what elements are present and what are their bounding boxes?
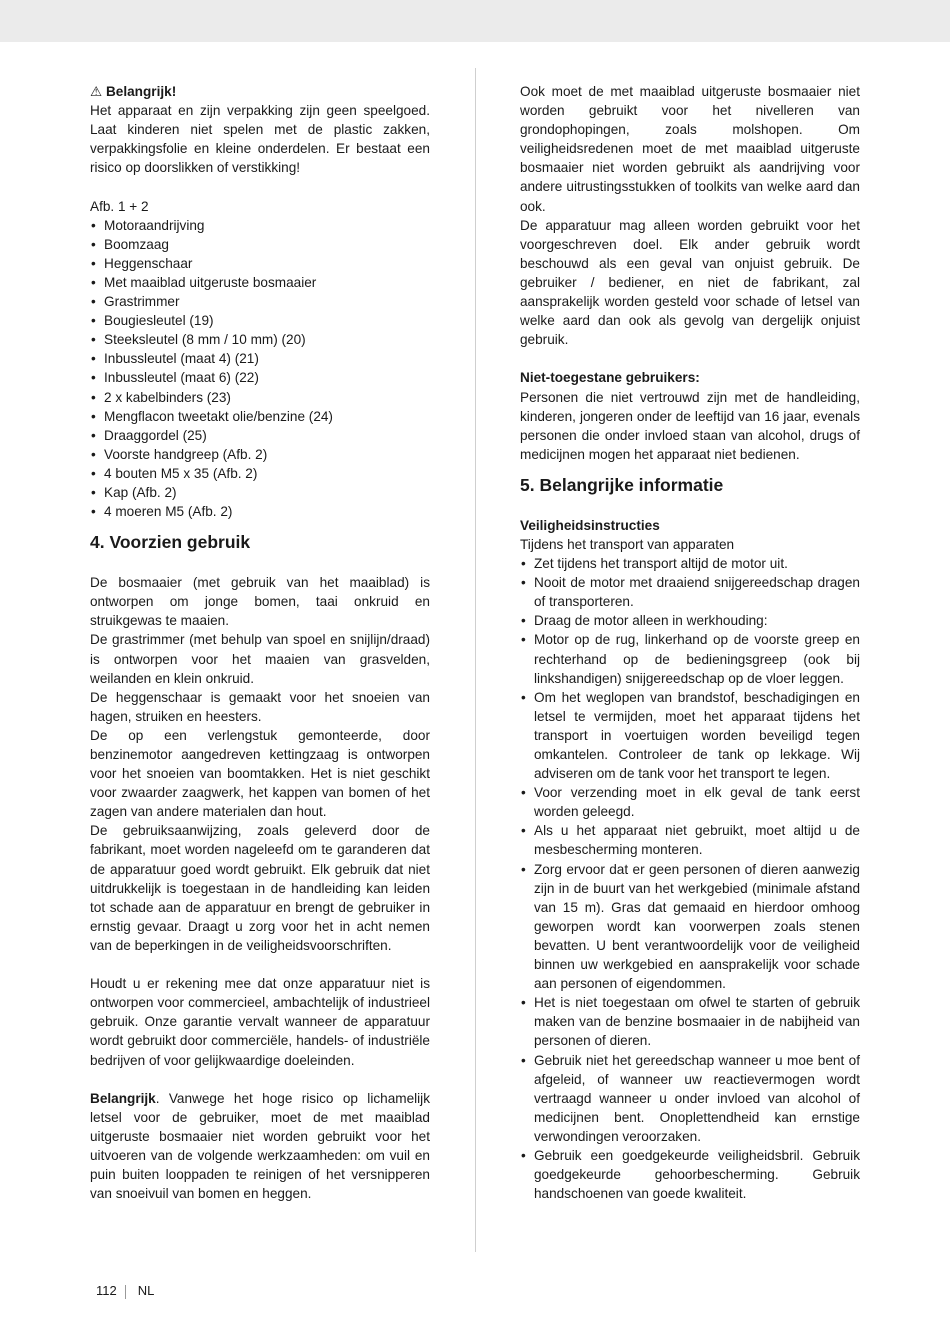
section-4-heading: 4. Voorzien gebruik (90, 532, 251, 553)
list-item: • Gebruik een goedgekeurde veiligheidsbril. Gebruik goedgekeurde gehoorbescherming. Gebruik handschoenen van goede kwaliteit. (520, 1146, 860, 1203)
paragraph: De gebruiksaanwijzing, zoals geleverd door de fabrikant, moet worden nageleefd om te garanderen dat de apparatuur goed wordt gebruikt. Elk gebruik dat niet uitdrukkelijk is toegestaan in de handleiding kan leiden tot schade aan de apparatuur en brengt de gebruiker in ernstig gevaar. Draagt u zorg voor het in acht nemen van de beperkingen in de veiligheidsvoorschriften. (90, 823, 430, 953)
list-item: • Inbussleutel (maat 4) (21) (90, 349, 430, 368)
paragraph: Houdt u er rekening mee dat onze apparatuur niet is ontworpen voor commercieel, ambachtelijk of industrieel gebruik. Onze garantie vervalt wanneer de apparatuur wordt gebruikt door commerciële, handels- of industriële bedrijven of voor gelijkwaardige doeleinden. (90, 976, 430, 1068)
warning-icon: ⚠ (90, 84, 103, 99)
important-label: Belangrijk (90, 1090, 156, 1106)
list-item: • Het is niet toegestaan om ofwel te starten of gebruik maken van de benzine bosmaaier in de nabijheid van personen of dieren. (520, 993, 860, 1050)
language-code: NL (137, 1283, 155, 1298)
page-number: 112 (96, 1283, 117, 1298)
warning-text: Het apparaat en zijn verpakking zijn geen speelgoed. Laat kinderen niet spelen met de plastic zakken, verpakkingsfolie en kleine onderdelen. Er bestaat een risico op doorslikken of verstikking! (90, 103, 430, 176)
figure-label: Afb. 1 + 2 (90, 198, 149, 214)
paragraph: Personen die niet vertrouwd zijn met de handleiding, kinderen, jongeren onder de leeftijd van 16 jaar, evenals personen die onder invloed staan van alcohol, drugs of medicijnen mogen het apparaat niet bedienen. (520, 389, 860, 462)
right-column (520, 82, 860, 1203)
transport-intro: Tijdens het transport van apparaten (520, 536, 735, 552)
safety-instructions-heading: Veiligheidsinstructies (520, 517, 660, 533)
list-item: • 4 moeren M5 (Afb. 2) (90, 502, 430, 521)
list-item: • Grastrimmer (90, 292, 430, 311)
list-item: • Nooit de motor met draaiend snijgereedschap dragen of transporteren. (520, 573, 860, 611)
parts-list (90, 216, 430, 522)
top-bar (0, 0, 950, 42)
list-item: • Heggenschaar (90, 254, 430, 273)
list-item: • Voorste handgreep (Afb. 2) (90, 445, 430, 464)
paragraph: De op een verlengstuk gemonteerde, door benzinemotor aangedreven kettingzaag is ontworpen voor het snoeien van boomtakken. Het is niet geschikt voor zwaarder zaagwerk, het kappen van bomen of het zagen van andere materialen dan hout. (90, 727, 430, 820)
list-item: • Als u het apparaat niet gebruikt, moet altijd u de mesbescherming monteren. (520, 821, 860, 859)
list-item: • Voor verzending moet in elk geval de tank eerst worden geleegd. (520, 783, 860, 821)
paragraph: De grastrimmer (met behulp van spoel en snijlijn/draad) is ontworpen voor het maaien van grasvelden, weilanden en klein onkruid. (90, 632, 430, 686)
list-item: • Om het weglopen van brandstof, beschadigingen en letsel te vermijden, moet het apparaat tijdens het transport in voertuigen worden beveiligd tegen omkantelen. Controleer de tank op lekkage. Wij adviseren om de tank voor het transport te legen. (520, 688, 860, 783)
left-column (90, 82, 430, 1203)
list-item: • 4 bouten M5 x 35 (Afb. 2) (90, 464, 430, 483)
list-item: • Bougiesleutel (19) (90, 311, 430, 330)
paragraph: De heggenschaar is gemaakt voor het snoeien van hagen, struiken en heesters. (90, 689, 430, 724)
list-item: • Met maaiblad uitgeruste bosmaaier (90, 273, 430, 292)
list-item: • Draag de motor alleen in werkhouding: (520, 611, 860, 630)
section-5-heading: 5. Belangrijke informatie (520, 474, 724, 495)
paragraph: De bosmaaier (met gebruik van het maaiblad) is ontworpen om jonge bomen, taai onkruid en struikgewas te maaien. (90, 575, 430, 629)
list-item: • Motor op de rug, linkerhand op de voorste greep en rechterhand op de bedieningsgreep (ook bij linkshandigen) snijgereedschap op de vloer leggen. (520, 630, 860, 687)
unauthorized-users-heading: Niet-toegestane gebruikers: (520, 370, 700, 386)
footer-separator (125, 1285, 126, 1299)
page-footer (96, 1283, 154, 1299)
list-item: • 2 x kabelbinders (23) (90, 388, 430, 407)
important-text: . Vanwege het hoge risico op lichamelijk letsel voor de gebruiker, moet de met maaiblad uitgeruste bosmaaier niet worden gebruikt voor het uitvoeren van de volgende werkzaamheden: om vuil en puin buiten looppaden te reinigen of het versnipperen van snoeivuil van bomen en heggen. (90, 1090, 430, 1202)
list-item: • Gebruik niet het gereedschap wanneer u moe bent of afgeleid, of wanneer uw reactievermogen wordt vertraagd wanneer u onder invloed van alcohol of medicijnen bent. Onoplettendheid kan ernstige verwondingen veroorzaken. (520, 1051, 860, 1146)
list-item: • Zet tijdens het transport altijd de motor uit. (520, 554, 860, 573)
list-item: • Draaggordel (25) (90, 426, 430, 445)
paragraph (90, 1089, 430, 1204)
column-divider (475, 68, 476, 1252)
paragraph: Ook moet de met maaiblad uitgeruste bosmaaier niet worden gebruikt voor het nivelleren van grondophopingen, zoals molshopen. Om veiligheidsredenen moet de met maaiblad uitgeruste bosmaaier niet worden gebruikt als aandrijving voor andere uitrustingsstukken of toolkits van welke aard dan ook. (520, 84, 860, 214)
warning-heading (90, 82, 430, 101)
list-item: • Zorg ervoor dat er geen personen of dieren aanwezig zijn in de buurt van het werkgebied (minimale afstand van 15 m). Gras dat gemaaid en hierdoor omhoog geworpen wordt kan voorwerpen zoals stenen bevatten. U bent verantwoordelijk voor de veiligheid binnen uw werkgebied en aansprakelijk voor schade aan personen of eigendommen. (520, 860, 860, 994)
list-item: • Mengflacon tweetakt olie/benzine (24) (90, 407, 430, 426)
list-item: • Motoraandrijving (90, 216, 430, 235)
warning-title: Belangrijk! (105, 84, 177, 99)
safety-list (520, 554, 860, 1203)
list-item: • Kap (Afb. 2) (90, 483, 430, 502)
paragraph: De apparatuur mag alleen worden gebruikt voor het voorgeschreven doel. Elk ander gebruik wordt beschouwd als een geval van onjuist gebruik. De gebruiker / bediener, en niet de fabrikant, zal aansprakelijk worden gesteld voor schade of letsel van welke aard dan ook als gevolg van dergelijk onjuist gebruik. (520, 217, 860, 348)
list-item: • Steeksleutel (8 mm / 10 mm) (20) (90, 330, 430, 349)
list-item: • Boomzaag (90, 235, 430, 254)
list-item: • Inbussleutel (maat 6) (22) (90, 368, 430, 387)
